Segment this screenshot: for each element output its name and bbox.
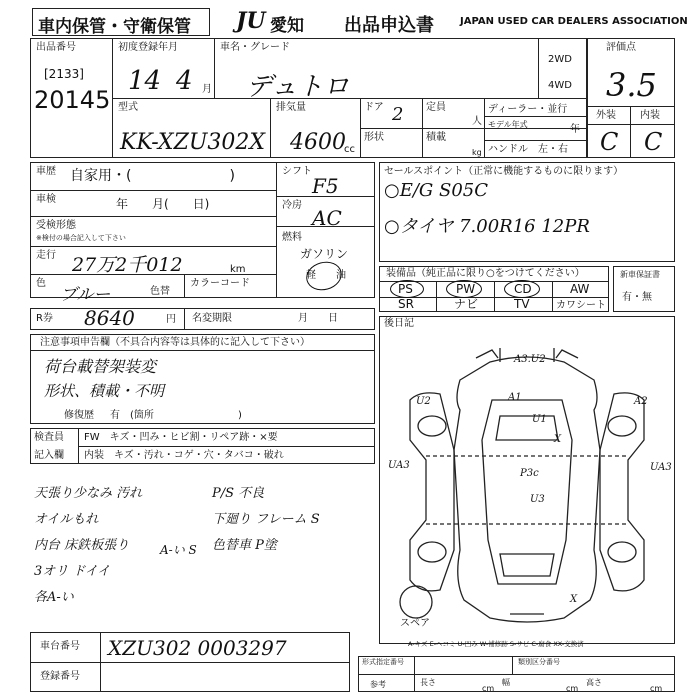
tax-label: 名変期限 [192, 313, 232, 324]
mark-a3-u2: A3.U2 [514, 354, 546, 365]
sales-point-2: ○タイヤ 7.00R16 12PR [384, 216, 590, 237]
first-reg-month: 4 [176, 66, 193, 96]
inspection-label: 車検 [36, 194, 56, 205]
height-label: 高さ [586, 678, 602, 687]
after-label: 後日記 [384, 318, 414, 329]
equip-tv: TV [514, 297, 530, 311]
width-unit: cm [566, 684, 579, 693]
spare-label: スペア [400, 618, 430, 629]
displacement-label: 排気量 [276, 102, 306, 113]
notes-line-2: 形状、積載・不明 [44, 382, 165, 400]
rcert-value: 8640 [84, 306, 135, 330]
equip-pw: PW [456, 282, 476, 296]
mark-x-1: X [554, 434, 562, 445]
comment-line-2: オイルもれ [34, 512, 99, 527]
drive-4wd: 4WD [548, 80, 572, 91]
comment-brace-marks: A-い S [160, 543, 197, 557]
model-fix-label: 形式指定番号 [362, 658, 404, 666]
mark-ua3-left: UA3 [388, 460, 410, 471]
sales-point-1: ○E/G S05C [384, 180, 489, 201]
frame-number: XZU302 0003297 [108, 636, 287, 660]
equip-aw: AW [570, 282, 590, 296]
color-change: 色替 [150, 286, 170, 297]
first-reg-year: 14 [128, 66, 162, 96]
car-diagram [380, 340, 674, 640]
dealer-label: ディーラー・並行 [488, 104, 568, 115]
doors-label: ドア [364, 102, 384, 113]
org-name: 愛知 [270, 16, 304, 36]
capacity-unit: 人 [472, 116, 482, 127]
lot-no: 20145 [34, 86, 111, 114]
warranty-options: 有・無 [622, 292, 652, 303]
km-unit: km [230, 264, 246, 275]
repair-close: ) [238, 410, 242, 421]
storage-label: 車内保管・守衛保管 [38, 17, 191, 37]
notes-label: 注意事項申告欄（不具合内容等は具体的に記入して下さい） [40, 337, 310, 348]
comment-right-2: 下廻り フレーム S [212, 512, 320, 527]
score: 3.5 [606, 66, 657, 104]
inspector-fw-row: FW キズ・凹み・ヒビ割・リペア跡・×要 [84, 432, 278, 443]
lot-no-label: 出品番号 [36, 42, 76, 53]
mark-p3c: P3c [520, 468, 539, 479]
load-unit: kg [472, 148, 482, 157]
model-label: 型式 [118, 102, 138, 113]
comment-right-1: P/S 不良 [212, 486, 265, 501]
equip-seat: カワシート [556, 300, 606, 311]
mark-a1: A1 [508, 392, 522, 403]
equip-cd: CD [514, 282, 532, 296]
ju-logo: JU [236, 8, 266, 34]
color-label: 色 [36, 278, 46, 289]
frame-label: 車台番号 [40, 641, 80, 652]
fuel-diesel: 油 [336, 270, 346, 281]
length-label: 長さ [420, 678, 436, 687]
sales-points-label: セールスポイント（正常に機能するものに限ります） [384, 166, 624, 177]
comment-line-5: 各A-い [34, 590, 74, 605]
year-unit: 年 [570, 124, 580, 135]
doc-title: 出品申込書 [344, 15, 434, 36]
mileage: 27万2千012 [72, 254, 183, 276]
shift: F5 [312, 174, 339, 198]
month-unit: 月 [202, 84, 212, 95]
inspector-label-1: 検査員 [34, 432, 64, 443]
inspector-interior-row: 内装 キズ・汚れ・コゲ・穴・タバコ・破れ [84, 450, 284, 461]
model-code: KK-XZU302X [120, 130, 266, 155]
comment-right-3: 色替車 P塗 [212, 538, 277, 553]
inspector-label-2: 記入欄 [34, 450, 64, 461]
exterior-label: 外装 [596, 110, 616, 121]
fuel: ガソリン [300, 247, 349, 261]
equip-navi: ナビ [454, 297, 479, 311]
reg-label: 登録番号 [40, 671, 80, 682]
car-name: デュトロ [246, 72, 350, 102]
equipment-label: 装備品（純正品に限り○をつけてください） [386, 268, 585, 279]
mark-u2: U2 [416, 396, 431, 407]
lot-no-sub: [2133] [44, 67, 84, 81]
load-label: 積載 [426, 132, 446, 143]
equip-cd-circle [504, 280, 540, 298]
association-name: JAPAN USED CAR DEALERS ASSOCIATION [460, 16, 688, 27]
history-value: 自家用・( ) [70, 168, 235, 184]
ac: AC [312, 206, 342, 230]
displacement: 4600 [290, 130, 346, 155]
cc-unit: cc [344, 144, 355, 155]
mark-a2: A2 [634, 396, 648, 407]
drive-2wd: 2WD [548, 54, 572, 65]
comment-line-4: 3オリ ドイイ [34, 564, 111, 579]
comment-line-1: 天張り少なみ 汚れ [34, 486, 143, 501]
exterior-grade: C [600, 128, 619, 156]
repair-value: 有 (箇所 [110, 410, 154, 421]
rcert-label: R券 [36, 313, 53, 324]
ac-label: 冷房 [282, 200, 302, 211]
color: ブルー [60, 285, 111, 305]
equip-ps: PS [398, 282, 413, 296]
legend-text: A-キズ E-ヘコミ U-凹み W-補修跡 S-サビ C-腐食 XX-交換済 [408, 640, 584, 648]
warranty-label: 新車保証書 [620, 270, 660, 279]
kind-note: ※検付の場合記入して下さい [36, 234, 126, 242]
car-name-label: 車名・グレード [220, 42, 290, 53]
equip-pw-circle [446, 280, 482, 298]
color-code-label: カラーコード [190, 278, 250, 289]
interior-label: 内装 [640, 110, 660, 121]
tax-value: 月 日 [298, 313, 338, 324]
history-label: 車歴 [36, 166, 56, 177]
width-label: 幅 [502, 678, 510, 687]
equip-ps-circle [390, 280, 424, 298]
height-unit: cm [650, 684, 663, 693]
capacity-label: 定員 [426, 102, 446, 113]
score-label: 評価点 [606, 42, 636, 53]
kind-label: 受検形態 [36, 220, 76, 231]
doors: 2 [392, 104, 404, 125]
mark-x-2: X [570, 594, 578, 605]
equip-sr: SR [398, 297, 414, 311]
yen-unit: 円 [166, 314, 176, 325]
ref-label: 参考 [370, 680, 386, 689]
interior-grade: C [644, 128, 663, 156]
repair-label: 修復歴 [64, 410, 94, 421]
mark-u1: U1 [532, 414, 547, 425]
class-label: 類別区分番号 [518, 658, 560, 666]
handle-label: ハンドル 左・右 [488, 144, 568, 155]
inspection-value: 年 月( 日) [116, 197, 210, 211]
shape-label: 形状 [364, 132, 384, 143]
first-reg-label: 初度登録年月 [118, 42, 178, 53]
mileage-label: 走行 [36, 250, 56, 261]
notes-line-1: 荷台載替架装変 [44, 357, 157, 376]
mark-ua3-right: UA3 [650, 462, 672, 473]
fuel-light: 軽 [306, 270, 316, 281]
comment-line-3: 内台 床鉄板張り [34, 538, 130, 553]
shift-label: シフト [282, 166, 312, 177]
model-year-label: モデル年式 [488, 120, 528, 129]
fuel-label: 燃料 [282, 232, 302, 243]
mark-u3: U3 [530, 494, 545, 505]
length-unit: cm [482, 684, 495, 693]
